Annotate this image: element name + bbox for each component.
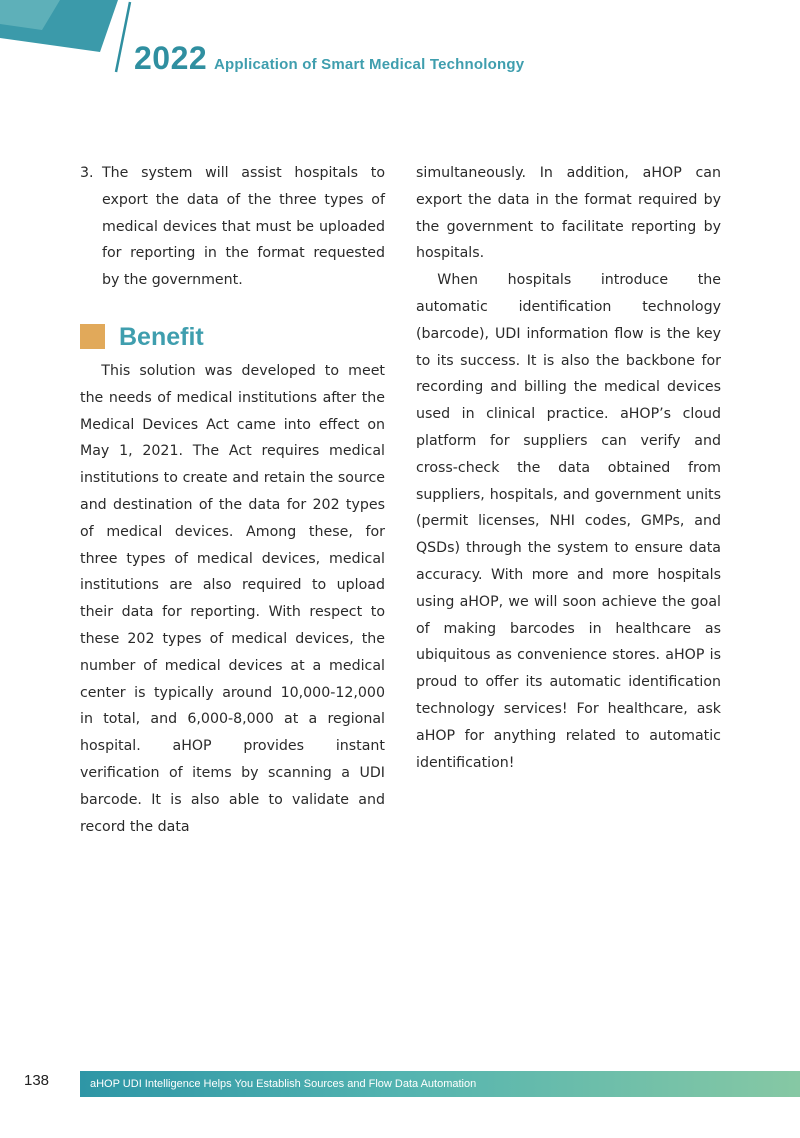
header-decoration <box>0 0 140 80</box>
footer-running-title: aHOP UDI Intelligence Helps You Establish Sources and Flow Data Automation <box>80 1071 800 1097</box>
left-column <box>80 160 385 840</box>
right-column <box>416 160 721 776</box>
list-item-text: The system will assist hospitals to export the data of the three types of medical devices that must be uploaded for reporting in the format requested by the government. <box>102 165 385 289</box>
list-item-number: 3. <box>80 165 94 181</box>
page-number: 138 <box>24 1072 50 1089</box>
section-marker-icon <box>80 324 105 349</box>
header-year: 2022 <box>134 40 208 76</box>
benefit-paragraph: This solution was developed to meet the needs of medical institutions after the Medical Devices Act came into effect on May 1, 2021. The Act requires medical institutions to create and retain the source and destination of the data for 202 types of medical devices. Among these, for three types of medical devices, medical institutions are also required to upload their data for reporting. With respect to these 202 types of medical devices, the number of medical devices at a medical center is typically around 10,000-12,000 in total, and 6,000-8,000 at a regional hospital. aHOP provides instant verification of items by scanning a UDI barcode. It is also able to validate and record the data <box>80 362 385 835</box>
list-item-3 <box>80 160 385 294</box>
body-paragraph-2: When hospitals introduce the automatic identification technology (barcode), UDI information flow is the key to its success. It is also the backbone for recording and billing the medical devices used in clinical practice. aHOP’s cloud platform for suppliers can verify and cross-check the data obtained from suppliers, hospitals, and government units (permit licenses, NHI codes, GMPs, and QSDs) through the system to ensure data accuracy. With more and more hospitals using aHOP, we will soon achieve the goal of making barcodes in healthcare as ubiquitous as convenience stores. aHOP is proud to offer its automatic identification technology services! For healthcare, ask aHOP for anything related to automatic identification! <box>416 272 721 771</box>
header-subtitle: Application of Smart Medical Technolongy <box>214 56 525 73</box>
section-title: Benefit <box>119 322 204 351</box>
continuation-paragraph: simultaneously. In addition, aHOP can export the data in the format required by the government to facilitate reporting by hospitals. <box>416 165 721 262</box>
benefit-heading <box>80 320 385 354</box>
